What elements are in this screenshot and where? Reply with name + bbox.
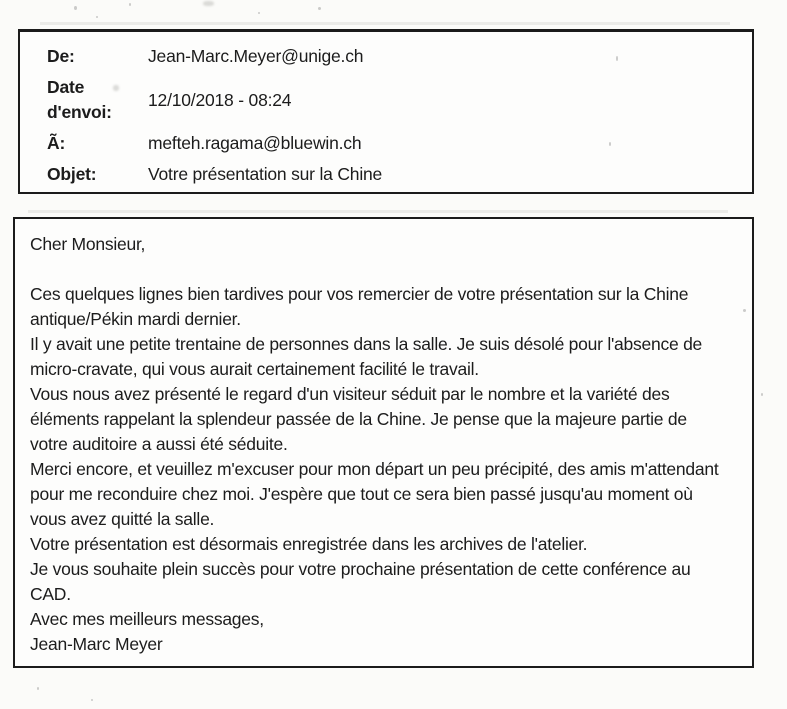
body-line: Cher Monsieur, (30, 234, 146, 254)
scan-artifact (129, 3, 131, 6)
header-from-value: Jean-Marc.Meyer@unige.ch (148, 46, 364, 66)
scan-artifact (318, 7, 321, 10)
body-line: antique/Pékin mardi dernier. (30, 309, 241, 329)
scan-artifact (761, 393, 763, 396)
body-line: Votre présentation est désormais enregistrée dans les archives de l'atelier. (30, 534, 588, 554)
scan-artifact (616, 56, 618, 61)
scan-artifact (258, 12, 260, 14)
body-line: pour me reconduire chez moi. J'espère que tout ce sera bien passé jusqu'au moment où (30, 484, 693, 504)
header-to-value: mefteh.ragama@bluewin.ch (148, 133, 362, 153)
scan-streak (40, 22, 730, 25)
scan-artifact (743, 309, 746, 312)
email-header-fields (20, 32, 752, 187)
email-header-box (18, 29, 754, 194)
body-line: Il y avait une petite trentaine de personnes dans la salle. Je suis désolé pour l'absence de (30, 334, 703, 354)
header-subject-label: Objet: (47, 164, 97, 184)
header-date-label: Date d'envoi: (47, 77, 112, 122)
scan-artifact (96, 16, 98, 18)
scan-streak (28, 210, 728, 213)
body-line: CAD. (30, 584, 71, 604)
body-line: Vous nous avez présenté le regard d'un visiteur séduit par le nombre et la variété des (30, 384, 670, 404)
header-from-label: De: (47, 46, 75, 66)
scan-artifact (609, 142, 611, 146)
body-line: Merci encore, et veuillez m'excuser pour mon départ un peu précipité, des amis m'attendant (30, 459, 719, 479)
email-body-box (13, 217, 754, 668)
header-date-value: 12/10/2018 - 08:24 (148, 89, 292, 110)
body-line: Jean-Marc Meyer (30, 634, 163, 654)
scan-artifact (37, 687, 39, 690)
body-line: éléments rappelant la splendeur passée de la Chine. Je pense que la majeure partie de (30, 409, 687, 429)
scan-artifact (113, 85, 119, 91)
email-body-text (15, 219, 752, 657)
body-line: Avec mes meilleurs messages, (30, 609, 264, 629)
body-line: vous avez quitté la salle. (30, 509, 215, 529)
body-line (30, 257, 738, 282)
header-subject-value: Votre présentation sur la Chine (148, 164, 383, 184)
header-to-label: Ã: (47, 133, 66, 153)
body-line: Ces quelques lignes bien tardives pour vos remercier de votre présentation sur la Chine (30, 284, 689, 304)
body-line: micro-cravate, qui vous aurait certainement facilité le travail. (30, 359, 479, 379)
scan-artifact (203, 1, 214, 6)
body-line: Je vous souhaite plein succès pour votre prochaine présentation de cette conférence au (30, 559, 691, 579)
body-line: votre auditoire a aussi été séduite. (30, 434, 288, 454)
scan-artifact (74, 6, 77, 10)
scan-artifact (91, 699, 93, 701)
